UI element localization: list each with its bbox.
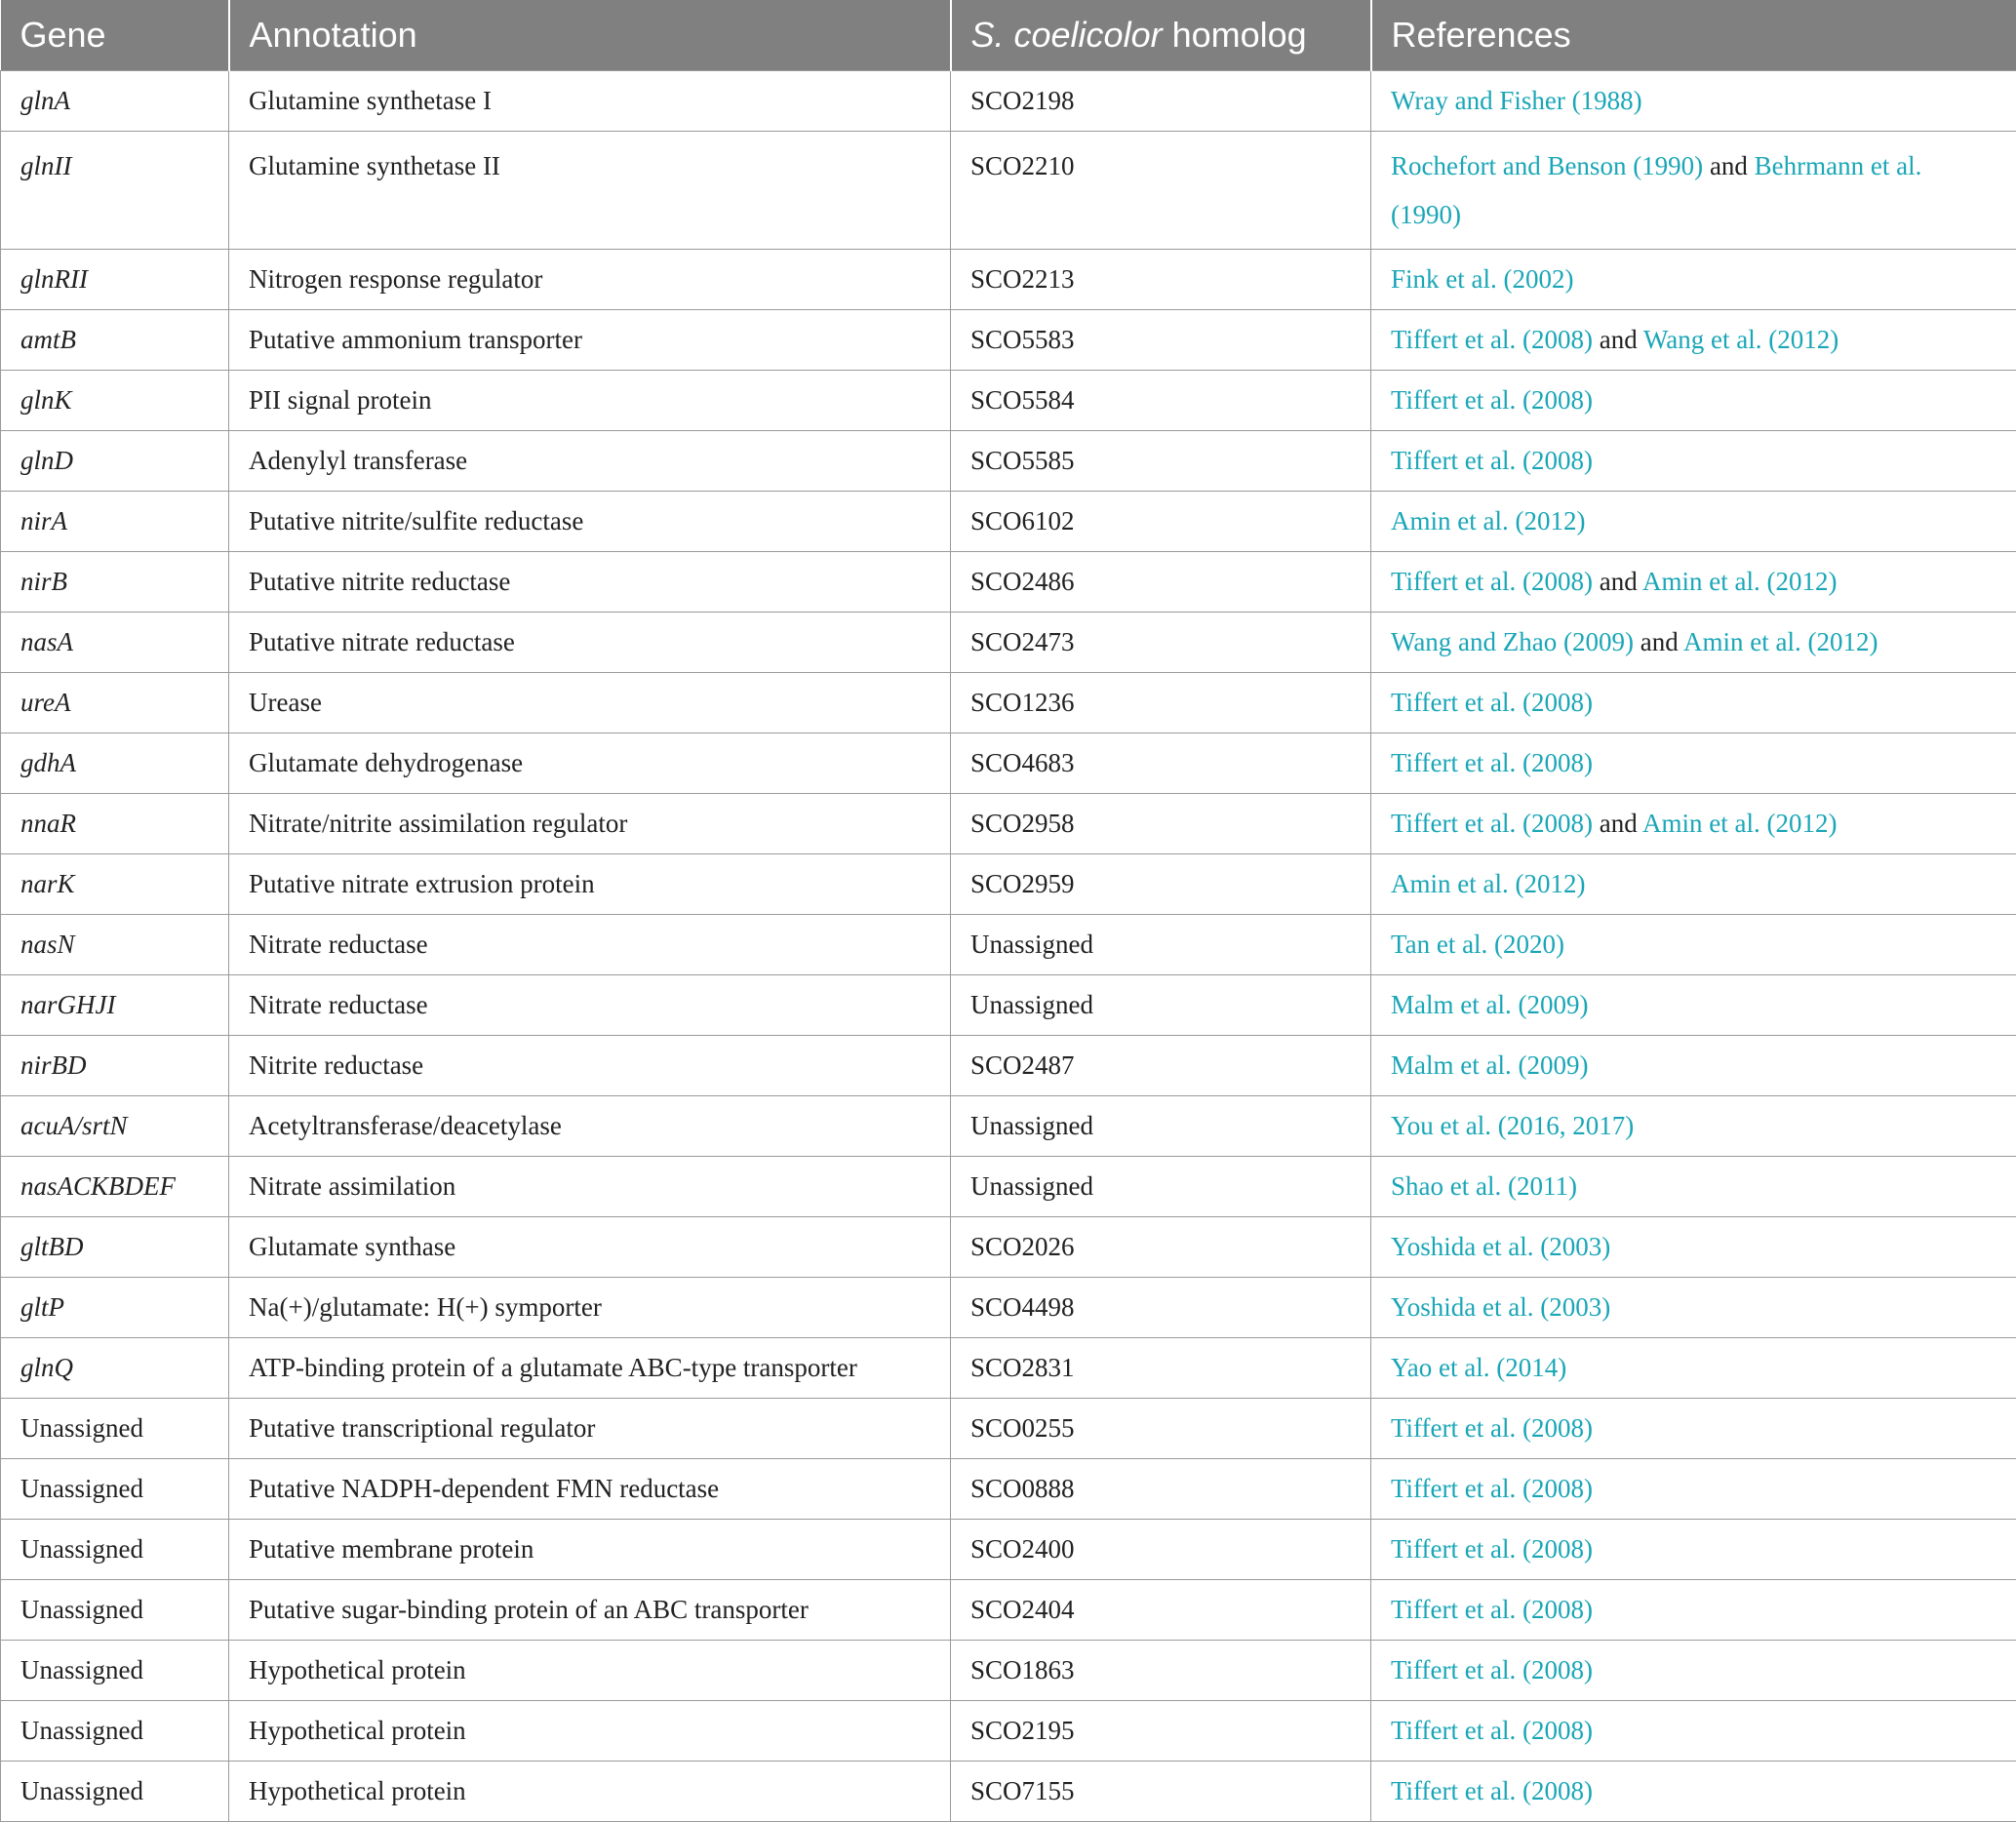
annotation-cell: Putative nitrate extrusion protein bbox=[229, 854, 951, 915]
gene-cell: glnD bbox=[1, 431, 229, 492]
gene-cell: Unassigned bbox=[1, 1641, 229, 1701]
annotation-cell: Urease bbox=[229, 673, 951, 733]
gene-cell: nasN bbox=[1, 915, 229, 975]
table-row bbox=[1, 673, 2016, 733]
homolog-cell: SCO2486 bbox=[951, 552, 1371, 613]
references-cell bbox=[1371, 915, 2016, 975]
references-cell bbox=[1371, 1399, 2016, 1459]
gene-cell: glnK bbox=[1, 371, 229, 431]
header-homolog-species: S. coelicolor bbox=[971, 15, 1163, 55]
references-cell bbox=[1371, 1157, 2016, 1217]
references-cell bbox=[1371, 1338, 2016, 1399]
annotation-cell: Putative transcriptional regulator bbox=[229, 1399, 951, 1459]
table-row bbox=[1, 1338, 2016, 1399]
table-row bbox=[1, 1580, 2016, 1641]
annotation-cell: Putative ammonium transporter bbox=[229, 310, 951, 371]
annotation-cell: Putative sugar-binding protein of an ABC transporter bbox=[229, 1580, 951, 1641]
table-row bbox=[1, 1520, 2016, 1580]
table-row bbox=[1, 1701, 2016, 1762]
homolog-cell: SCO5584 bbox=[951, 371, 1371, 431]
table-row bbox=[1, 975, 2016, 1036]
gene-cell: Unassigned bbox=[1, 1459, 229, 1520]
reference-link[interactable]: Rochefort and Benson (1990) bbox=[1391, 151, 1703, 180]
homolog-cell: SCO2473 bbox=[951, 613, 1371, 673]
annotation-cell: Nitrite reductase bbox=[229, 1036, 951, 1096]
gene-cell: Unassigned bbox=[1, 1399, 229, 1459]
table-row bbox=[1, 915, 2016, 975]
reference-link[interactable]: Amin et al. (2012) bbox=[1391, 869, 1585, 898]
reference-link[interactable]: Yoshida et al. (2003) bbox=[1391, 1292, 1610, 1322]
homolog-cell: SCO2959 bbox=[951, 854, 1371, 915]
references-cell bbox=[1371, 613, 2016, 673]
reference-joiner: and bbox=[1593, 809, 1642, 838]
table-row bbox=[1, 1036, 2016, 1096]
annotation-cell: Putative NADPH-dependent FMN reductase bbox=[229, 1459, 951, 1520]
reference-link[interactable]: Behrmann et al. (1990) bbox=[1391, 151, 1921, 229]
references-cell bbox=[1371, 132, 2016, 250]
homolog-cell: SCO5585 bbox=[951, 431, 1371, 492]
reference-link[interactable]: Tiffert et al. (2008) bbox=[1391, 1655, 1593, 1684]
homolog-cell: SCO0888 bbox=[951, 1459, 1371, 1520]
references-cell bbox=[1371, 492, 2016, 552]
gene-cell: gdhA bbox=[1, 733, 229, 794]
homolog-cell: SCO1863 bbox=[951, 1641, 1371, 1701]
references-cell bbox=[1371, 1520, 2016, 1580]
reference-link[interactable]: Tiffert et al. (2008) bbox=[1391, 325, 1593, 354]
references-cell bbox=[1371, 71, 2016, 132]
reference-link[interactable]: Tiffert et al. (2008) bbox=[1391, 1595, 1593, 1624]
gene-cell: narGHJI bbox=[1, 975, 229, 1036]
annotation-cell: Glutamate synthase bbox=[229, 1217, 951, 1278]
reference-link[interactable]: Tiffert et al. (2008) bbox=[1391, 567, 1593, 596]
homolog-cell: Unassigned bbox=[951, 1157, 1371, 1217]
table-row bbox=[1, 1762, 2016, 1822]
references-cell bbox=[1371, 1762, 2016, 1822]
gene-cell: gltBD bbox=[1, 1217, 229, 1278]
homolog-cell: SCO1236 bbox=[951, 673, 1371, 733]
homolog-cell: SCO4683 bbox=[951, 733, 1371, 794]
reference-joiner: and bbox=[1634, 627, 1683, 656]
gene-cell: glnQ bbox=[1, 1338, 229, 1399]
references-cell bbox=[1371, 552, 2016, 613]
gene-cell: nasA bbox=[1, 613, 229, 673]
gene-cell: nirB bbox=[1, 552, 229, 613]
reference-link[interactable]: Tiffert et al. (2008) bbox=[1391, 1534, 1593, 1564]
references-cell bbox=[1371, 1580, 2016, 1641]
references-cell bbox=[1371, 854, 2016, 915]
homolog-cell: Unassigned bbox=[951, 915, 1371, 975]
reference-link[interactable]: Amin et al. (2012) bbox=[1683, 627, 1878, 656]
reference-link[interactable]: Fink et al. (2002) bbox=[1391, 264, 1573, 294]
references-cell bbox=[1371, 733, 2016, 794]
annotation-cell: Putative membrane protein bbox=[229, 1520, 951, 1580]
reference-link[interactable]: Malm et al. (2009) bbox=[1391, 1050, 1588, 1080]
table-row bbox=[1, 250, 2016, 310]
reference-joiner: and bbox=[1703, 151, 1754, 180]
table-row bbox=[1, 492, 2016, 552]
annotation-cell: Glutamate dehydrogenase bbox=[229, 733, 951, 794]
annotation-cell: Putative nitrate reductase bbox=[229, 613, 951, 673]
table-row bbox=[1, 552, 2016, 613]
homolog-cell: SCO2213 bbox=[951, 250, 1371, 310]
table-row bbox=[1, 613, 2016, 673]
header-homolog-suffix: homolog bbox=[1163, 15, 1307, 55]
reference-link[interactable]: Amin et al. (2012) bbox=[1642, 567, 1837, 596]
table-row bbox=[1, 132, 2016, 250]
reference-link[interactable]: Tiffert et al. (2008) bbox=[1391, 1474, 1593, 1503]
references-cell bbox=[1371, 310, 2016, 371]
homolog-cell: SCO2210 bbox=[951, 132, 1371, 250]
table-header bbox=[1, 0, 2016, 71]
gene-cell: nirBD bbox=[1, 1036, 229, 1096]
header-annotation: Annotation bbox=[229, 0, 951, 71]
header-gene: Gene bbox=[1, 0, 229, 71]
references-cell bbox=[1371, 1278, 2016, 1338]
homolog-cell: Unassigned bbox=[951, 975, 1371, 1036]
reference-link[interactable]: Tiffert et al. (2008) bbox=[1391, 446, 1593, 475]
table-row bbox=[1, 371, 2016, 431]
reference-joiner: and bbox=[1593, 325, 1643, 354]
annotation-cell: Nitrate reductase bbox=[229, 915, 951, 975]
annotation-cell: Nitrogen response regulator bbox=[229, 250, 951, 310]
homolog-cell: SCO0255 bbox=[951, 1399, 1371, 1459]
reference-link[interactable]: Yoshida et al. (2003) bbox=[1391, 1232, 1610, 1261]
annotation-cell: Hypothetical protein bbox=[229, 1762, 951, 1822]
annotation-cell: Acetyltransferase/deacetylase bbox=[229, 1096, 951, 1157]
annotation-cell: Hypothetical protein bbox=[229, 1641, 951, 1701]
table-row bbox=[1, 1096, 2016, 1157]
annotation-cell: Glutamine synthetase I bbox=[229, 71, 951, 132]
header-references: References bbox=[1371, 0, 2016, 71]
table-row bbox=[1, 71, 2016, 132]
gene-cell: glnA bbox=[1, 71, 229, 132]
homolog-cell: Unassigned bbox=[951, 1096, 1371, 1157]
references-cell bbox=[1371, 250, 2016, 310]
references-cell bbox=[1371, 673, 2016, 733]
references-cell bbox=[1371, 371, 2016, 431]
reference-link[interactable]: Tiffert et al. (2008) bbox=[1391, 688, 1593, 717]
annotation-cell: Putative nitrite reductase bbox=[229, 552, 951, 613]
references-cell bbox=[1371, 794, 2016, 854]
table-row bbox=[1, 1278, 2016, 1338]
gene-cell: narK bbox=[1, 854, 229, 915]
homolog-cell: SCO2195 bbox=[951, 1701, 1371, 1762]
reference-link[interactable]: You et al. (2016, 2017) bbox=[1391, 1111, 1634, 1140]
reference-joiner: and bbox=[1593, 567, 1642, 596]
table-row bbox=[1, 1459, 2016, 1520]
gene-cell: Unassigned bbox=[1, 1762, 229, 1822]
table-row bbox=[1, 794, 2016, 854]
table-body bbox=[1, 71, 2016, 1822]
reference-link[interactable]: Yao et al. (2014) bbox=[1391, 1353, 1566, 1382]
annotation-cell: Nitrate/nitrite assimilation regulator bbox=[229, 794, 951, 854]
references-cell bbox=[1371, 1701, 2016, 1762]
gene-cell: acuA/srtN bbox=[1, 1096, 229, 1157]
references-cell bbox=[1371, 1096, 2016, 1157]
reference-link[interactable]: Wang and Zhao (2009) bbox=[1391, 627, 1634, 656]
annotation-cell: Adenylyl transferase bbox=[229, 431, 951, 492]
gene-cell: gltP bbox=[1, 1278, 229, 1338]
homolog-cell: SCO2198 bbox=[951, 71, 1371, 132]
annotation-cell: ATP-binding protein of a glutamate ABC-type transporter bbox=[229, 1338, 951, 1399]
references-cell bbox=[1371, 1459, 2016, 1520]
gene-cell: amtB bbox=[1, 310, 229, 371]
homolog-cell: SCO2400 bbox=[951, 1520, 1371, 1580]
annotation-cell: Glutamine synthetase II bbox=[229, 132, 951, 250]
gene-cell: nasACKBDEF bbox=[1, 1157, 229, 1217]
reference-link[interactable]: Amin et al. (2012) bbox=[1391, 506, 1585, 535]
homolog-cell: SCO2026 bbox=[951, 1217, 1371, 1278]
reference-link[interactable]: Tiffert et al. (2008) bbox=[1391, 748, 1593, 777]
homolog-cell: SCO2958 bbox=[951, 794, 1371, 854]
gene-cell: nnaR bbox=[1, 794, 229, 854]
homolog-cell: SCO2404 bbox=[951, 1580, 1371, 1641]
table-row bbox=[1, 1399, 2016, 1459]
homolog-cell: SCO5583 bbox=[951, 310, 1371, 371]
reference-link[interactable]: Shao et al. (2011) bbox=[1391, 1171, 1577, 1201]
references-cell bbox=[1371, 1641, 2016, 1701]
homolog-cell: SCO4498 bbox=[951, 1278, 1371, 1338]
gene-cell: ureA bbox=[1, 673, 229, 733]
references-cell bbox=[1371, 975, 2016, 1036]
gene-cell: Unassigned bbox=[1, 1580, 229, 1641]
table-row bbox=[1, 1641, 2016, 1701]
gene-cell: Unassigned bbox=[1, 1520, 229, 1580]
gene-cell: glnII bbox=[1, 132, 229, 250]
annotation-cell: PII signal protein bbox=[229, 371, 951, 431]
table-row bbox=[1, 1157, 2016, 1217]
annotation-cell: Na(+)/glutamate: H(+) symporter bbox=[229, 1278, 951, 1338]
annotation-cell: Putative nitrite/sulfite reductase bbox=[229, 492, 951, 552]
table-row bbox=[1, 310, 2016, 371]
reference-link[interactable]: Tiffert et al. (2008) bbox=[1391, 1413, 1593, 1443]
reference-link[interactable]: Tiffert et al. (2008) bbox=[1391, 1776, 1593, 1805]
reference-link[interactable]: Tiffert et al. (2008) bbox=[1391, 1716, 1593, 1745]
homolog-cell: SCO6102 bbox=[951, 492, 1371, 552]
references-cell bbox=[1371, 1036, 2016, 1096]
reference-link[interactable]: Wray and Fisher (1988) bbox=[1391, 86, 1642, 115]
table-row bbox=[1, 431, 2016, 492]
references-cell bbox=[1371, 431, 2016, 492]
reference-link[interactable]: Amin et al. (2012) bbox=[1642, 809, 1837, 838]
reference-link[interactable]: Tiffert et al. (2008) bbox=[1391, 809, 1593, 838]
table-row bbox=[1, 854, 2016, 915]
table-row bbox=[1, 733, 2016, 794]
annotation-cell: Nitrate assimilation bbox=[229, 1157, 951, 1217]
annotation-cell: Hypothetical protein bbox=[229, 1701, 951, 1762]
homolog-cell: SCO2487 bbox=[951, 1036, 1371, 1096]
gene-cell: nirA bbox=[1, 492, 229, 552]
reference-link[interactable]: Tan et al. (2020) bbox=[1391, 930, 1564, 959]
homolog-cell: SCO2831 bbox=[951, 1338, 1371, 1399]
annotation-cell: Nitrate reductase bbox=[229, 975, 951, 1036]
reference-link[interactable]: Tiffert et al. (2008) bbox=[1391, 385, 1593, 415]
homolog-cell: SCO7155 bbox=[951, 1762, 1371, 1822]
header-row bbox=[1, 0, 2016, 71]
reference-link[interactable]: Wang et al. (2012) bbox=[1643, 325, 1838, 354]
header-homolog bbox=[951, 0, 1371, 71]
reference-link[interactable]: Malm et al. (2009) bbox=[1391, 990, 1588, 1019]
table-row bbox=[1, 1217, 2016, 1278]
references-cell bbox=[1371, 1217, 2016, 1278]
gene-cell: glnRII bbox=[1, 250, 229, 310]
gene-cell: Unassigned bbox=[1, 1701, 229, 1762]
